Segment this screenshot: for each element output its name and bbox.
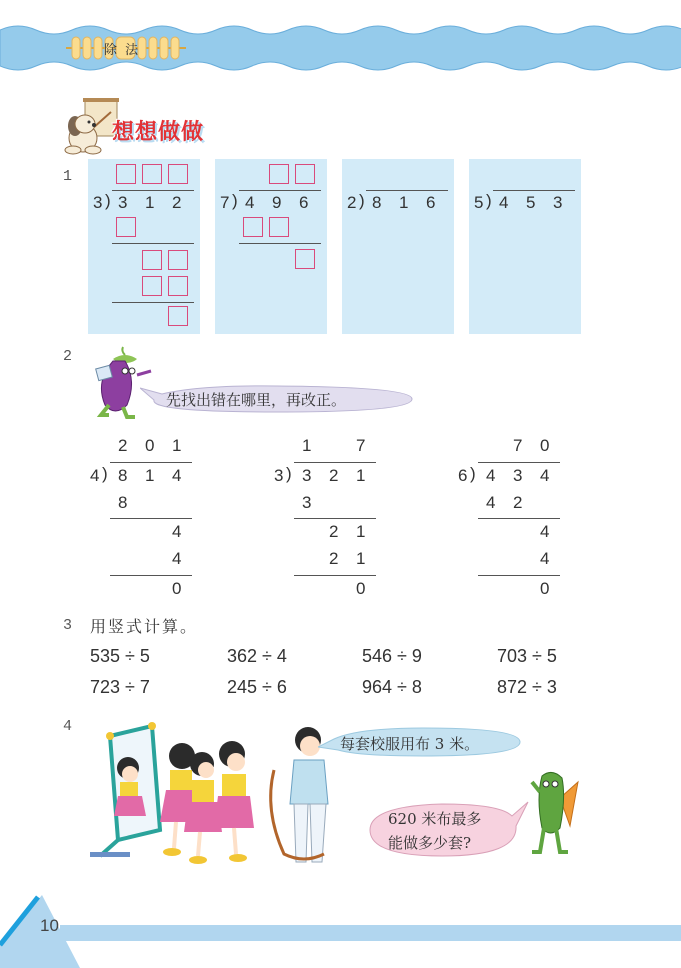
divisor: 3 — [274, 466, 284, 485]
page-number: 10 — [40, 916, 59, 935]
divisor: 4 — [90, 466, 100, 485]
step-digit: 2 — [329, 549, 339, 568]
subtraction-line — [112, 243, 194, 244]
division-bracket: ) — [359, 191, 365, 210]
answer-box[interactable] — [168, 306, 188, 326]
instruction-text: 用竖式计算。 — [90, 617, 199, 636]
step-digit: 8 — [118, 493, 128, 512]
division-bracket: ) — [286, 464, 292, 483]
dividend-digit: 8 — [118, 466, 128, 485]
worked-division-2 — [272, 436, 382, 601]
divisor: 3 — [93, 193, 103, 212]
answer-box[interactable] — [295, 249, 315, 269]
exercise-item: 723 ÷ 7 — [90, 677, 150, 697]
answer-box[interactable] — [168, 276, 188, 296]
dividend-digit: 1 — [145, 466, 155, 485]
divisor: 6 — [458, 466, 468, 485]
step-digit: 2 — [329, 522, 339, 541]
answer-box[interactable] — [243, 217, 263, 237]
quotient-digit: 1 — [302, 436, 312, 455]
division-bar — [110, 462, 192, 463]
exercise-item: 964 ÷ 8 — [362, 677, 422, 697]
hint-speech-bubble — [140, 384, 414, 414]
remainder-digit: 0 — [172, 579, 182, 598]
remainder-digit: 0 — [540, 579, 550, 598]
division-bracket: ) — [232, 191, 238, 210]
dividend-digit: 5 — [526, 193, 536, 212]
dividend-digit: 1 — [145, 193, 155, 212]
answer-box[interactable] — [142, 164, 162, 184]
question-number-4: 4 — [63, 718, 73, 735]
dividend-digit: 4 — [172, 466, 182, 485]
subtraction-line — [294, 518, 376, 519]
answer-box[interactable] — [116, 217, 136, 237]
dividend-digit: 2 — [172, 193, 182, 212]
dividend-digit: 4 — [486, 466, 496, 485]
dividend-digit: 3 — [118, 193, 128, 212]
quotient-digit: 1 — [172, 436, 182, 455]
exercise-item: 872 ÷ 3 — [497, 677, 557, 697]
answer-box[interactable] — [269, 217, 289, 237]
worked-division-3 — [456, 436, 566, 601]
quotient-digit: 0 — [540, 436, 550, 455]
division-bar — [294, 462, 376, 463]
subtraction-line — [478, 575, 560, 576]
divisor: 2 — [347, 193, 357, 212]
answer-box[interactable] — [168, 164, 188, 184]
dividend-digit: 3 — [302, 466, 312, 485]
chapter-title: 除 法 — [104, 43, 141, 58]
dividend-digit: 2 — [329, 466, 339, 485]
step-digit: 4 — [540, 522, 550, 541]
answer-box[interactable] — [142, 250, 162, 270]
step-digit: 2 — [513, 493, 523, 512]
answer-box[interactable] — [142, 276, 162, 296]
question-bubble-line-1: 620 米布最多 — [388, 810, 482, 828]
dividend-digit: 6 — [299, 193, 309, 212]
division-bracket: ) — [102, 464, 108, 483]
dividend-digit: 3 — [513, 466, 523, 485]
answer-box[interactable] — [168, 250, 188, 270]
exercise-item: 703 ÷ 5 — [497, 646, 557, 666]
division-bracket: ) — [470, 464, 476, 483]
footer-bar — [60, 925, 681, 941]
quotient-digit: 2 — [118, 436, 128, 455]
subtraction-line — [110, 575, 192, 576]
exercise-item: 546 ÷ 9 — [362, 646, 422, 666]
exercise-item: 362 ÷ 4 — [227, 646, 287, 666]
dividend-digit: 9 — [272, 193, 282, 212]
dividend-digit: 1 — [356, 466, 366, 485]
answer-box[interactable] — [295, 164, 315, 184]
quotient-digit: 0 — [145, 436, 155, 455]
divisor: 7 — [220, 193, 230, 212]
division-bar — [366, 190, 448, 191]
subtraction-line — [112, 302, 194, 303]
dividend-digit: 6 — [426, 193, 436, 212]
division-bar — [493, 190, 575, 191]
step-digit: 3 — [302, 493, 312, 512]
exercise-item: 245 ÷ 6 — [227, 677, 287, 697]
division-bar — [112, 190, 194, 191]
worked-division-1 — [88, 436, 198, 601]
question-bubble-line-2: 能做多少套? — [388, 834, 472, 852]
division-panel-1 — [88, 159, 200, 334]
answer-box[interactable] — [116, 164, 136, 184]
remainder-digit: 0 — [356, 579, 366, 598]
step-digit: 4 — [540, 549, 550, 568]
subtraction-line — [110, 518, 192, 519]
subtraction-line — [294, 575, 376, 576]
step-digit: 1 — [356, 549, 366, 568]
question-number-2: 2 — [63, 348, 73, 365]
divisor: 5 — [474, 193, 484, 212]
students-mirror-illustration — [90, 718, 340, 873]
dividend-digit: 8 — [372, 193, 382, 212]
dividend-digit: 3 — [553, 193, 563, 212]
teacher-speech-bubble — [318, 725, 522, 759]
step-digit: 4 — [172, 549, 182, 568]
dividend-digit: 1 — [399, 193, 409, 212]
division-panel-4 — [469, 159, 581, 334]
dividend-digit: 4 — [245, 193, 255, 212]
division-panel-2 — [215, 159, 327, 334]
section-title: 想想做做 — [112, 120, 205, 145]
cucumber-mascot-icon — [528, 768, 580, 860]
division-bar — [478, 462, 560, 463]
division-bracket: ) — [486, 191, 492, 210]
quotient-digit: 7 — [356, 436, 366, 455]
dividend-digit: 4 — [499, 193, 509, 212]
subtraction-line — [239, 243, 321, 244]
dividend-digit: 4 — [540, 466, 550, 485]
division-bar — [239, 190, 321, 191]
question-number-1: 1 — [63, 168, 73, 185]
hint-text: 先找出错在哪里，再改正。 — [166, 391, 347, 409]
division-panel-3 — [342, 159, 454, 334]
step-digit: 1 — [356, 522, 366, 541]
answer-box[interactable] — [269, 164, 289, 184]
quotient-digit: 7 — [513, 436, 523, 455]
question-speech-bubble — [362, 800, 532, 860]
step-digit: 4 — [486, 493, 496, 512]
division-bracket: ) — [105, 191, 111, 210]
subtraction-line — [478, 518, 560, 519]
step-digit: 4 — [172, 522, 182, 541]
exercise-item: 535 ÷ 5 — [90, 646, 150, 666]
teacher-bubble-text: 每套校服用布 3 米。 — [340, 735, 480, 753]
question-number-3: 3 — [63, 617, 73, 634]
